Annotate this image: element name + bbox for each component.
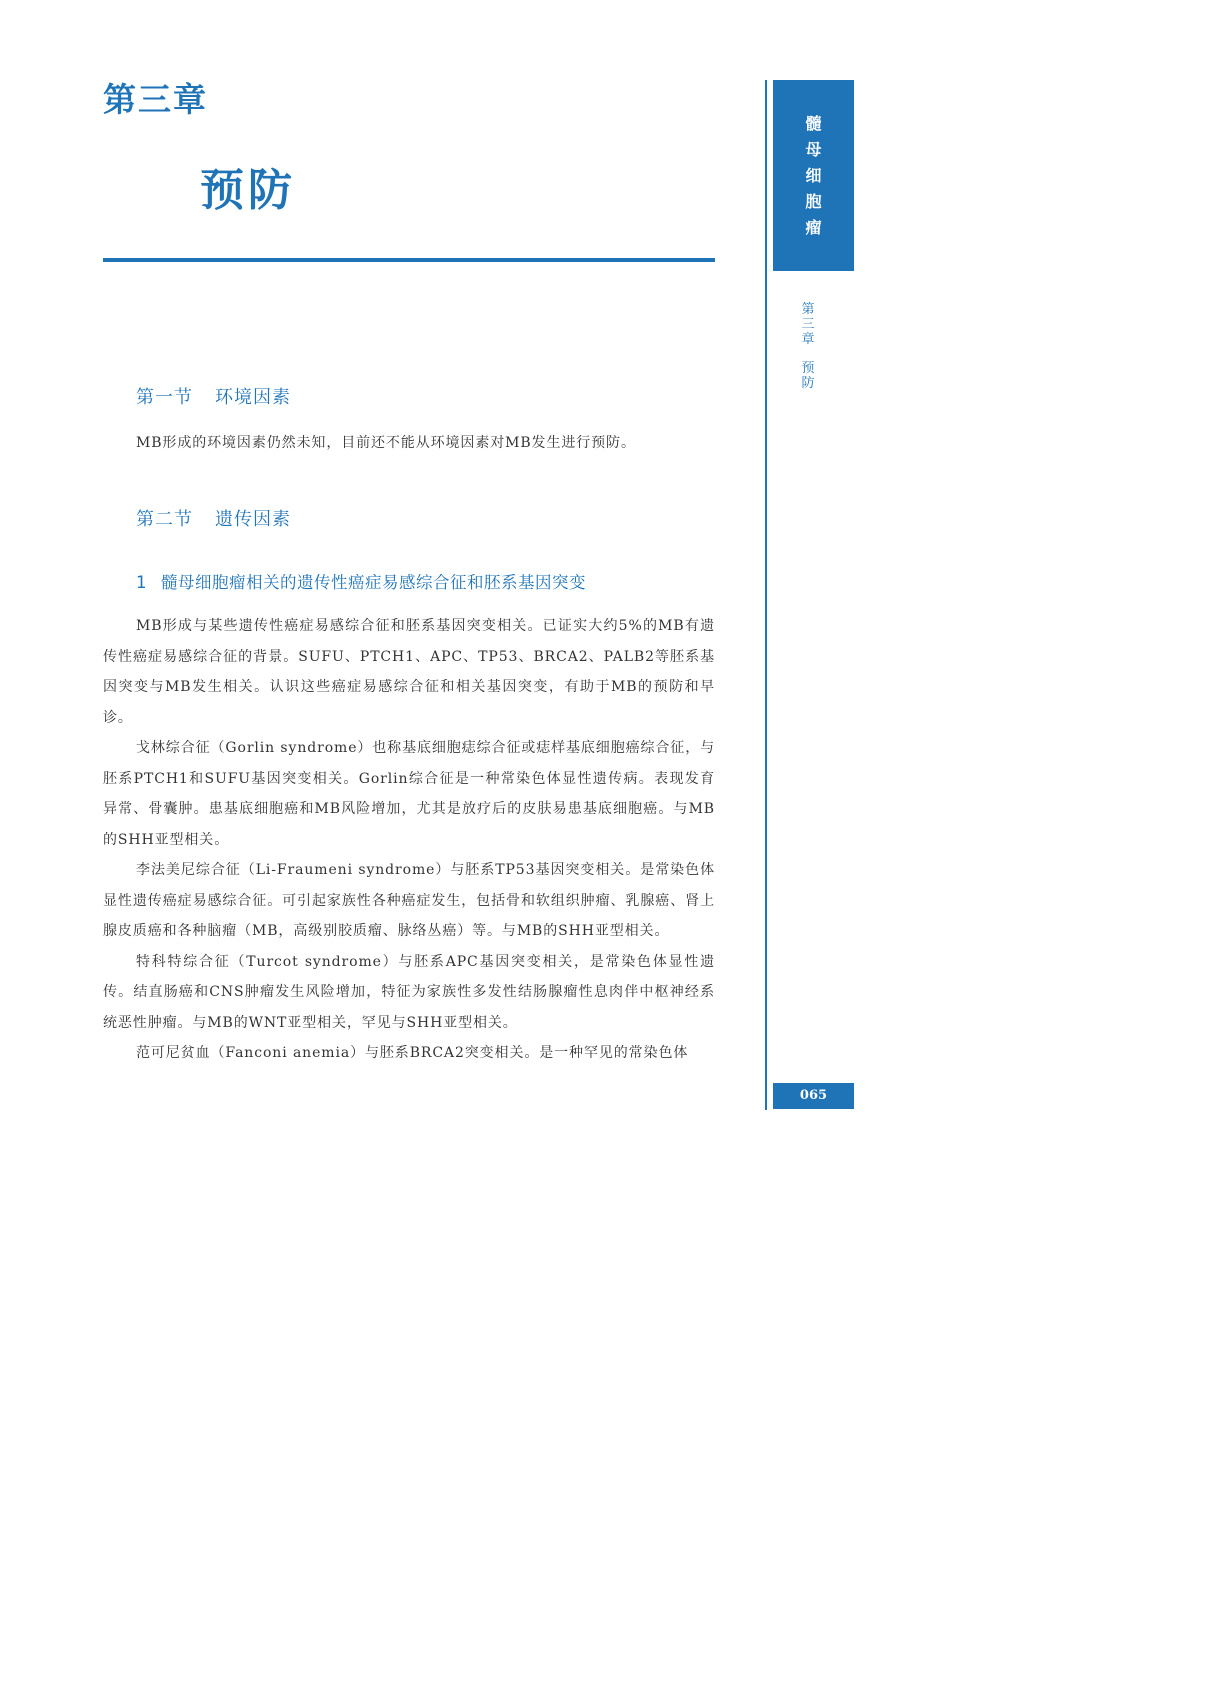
section-heading (136, 383, 291, 409)
book-title-char: 髓 (805, 113, 822, 133)
section-heading (136, 505, 291, 531)
paragraph: 特科特综合征（Turcot syndrome）与胚系APC基因突变相关，是常染色体显性遗传。结直肠癌和CNS肿瘤发生风险增加，特征为家族性多发性结肠腺瘤性息肉伴中枢神经系统恶性肿瘤。与MB的WNT亚型相关，罕见与SHH亚型相关。 (103, 953, 715, 1031)
page-number: 065 (773, 1083, 854, 1109)
subsection-heading (136, 569, 586, 593)
paragraph: 范可尼贫血（Fanconi anemia）与胚系BRCA2突变相关。是一种罕见的常染色体 (136, 1045, 689, 1061)
margin-rule (765, 80, 767, 1110)
section-number: 第二节 (136, 509, 193, 530)
book-title-tab (773, 80, 854, 271)
chapter-char: 第 (801, 302, 815, 317)
chapter-title: 预防 (200, 165, 296, 216)
section-title: 环境因素 (215, 387, 291, 408)
chapter-char: 章 (801, 332, 815, 347)
book-title-char: 细 (805, 165, 822, 185)
subsection-number: 1 (136, 573, 147, 592)
book-title-char: 胞 (805, 191, 822, 211)
chapter-char: 三 (801, 317, 815, 332)
book-title-char: 瘤 (805, 217, 822, 237)
book-title-char: 母 (805, 139, 822, 159)
section-body (103, 428, 715, 459)
section-char: 防 (801, 376, 815, 391)
section-title: 遗传因素 (215, 509, 291, 530)
section-number: 第一节 (136, 387, 193, 408)
running-chapter-label (798, 302, 818, 391)
paragraph: 戈林综合征（Gorlin syndrome）也称基底细胞痣综合征或痣样基底细胞癌综合征，与胚系PTCH1和SUFU基因突变相关。Gorlin综合征是一种常染色体显性遗传病。表现发育异常、骨囊肿。患基底细胞癌和MB风险增加，尤其是放疗后的皮肤易患基底细胞癌。与MB的SHH亚型相关。 (103, 740, 715, 848)
chapter-label: 第三章 (103, 80, 208, 119)
body-text (103, 611, 715, 1069)
subsection-title: 髓母细胞瘤相关的遗传性癌症易感综合征和胚系基因突变 (161, 573, 586, 592)
title-divider (103, 258, 715, 262)
section-char: 预 (801, 361, 815, 376)
paragraph: 李法美尼综合征（Li-Fraumeni syndrome）与胚系TP53基因突变相关。是常染色体显性遗传癌症易感综合征。可引起家族性各种癌症发生，包括骨和软组织肿瘤、乳腺癌、肾上腺皮质癌和各种脑瘤（MB，高级别胶质瘤、脉络丛癌）等。与MB的SHH亚型相关。 (103, 862, 715, 939)
paragraph: MB形成的环境因素仍然未知，目前还不能从环境因素对MB发生进行预防。 (136, 435, 636, 451)
paragraph: MB形成与某些遗传性癌症易感综合征和胚系基因突变相关。已证实大约5%的MB有遗传性癌症易感综合征的背景。SUFU、PTCH1、APC、TP53、BRCA2、PALB2等胚系基因突变与MB发生相关。认识这些癌症易感综合征和相关基因突变，有助于MB的预防和早诊。 (103, 618, 715, 726)
